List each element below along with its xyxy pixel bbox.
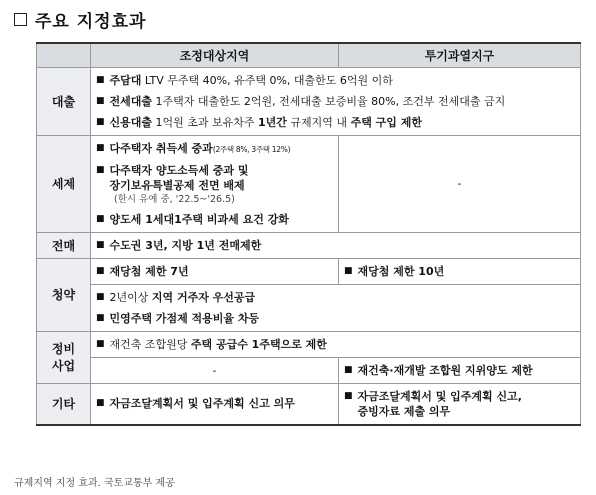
row-label-tax: 세제 (37, 135, 91, 232)
table-row-etc (37, 383, 581, 425)
list-item (96, 70, 575, 91)
redevelopment-cell-common (91, 331, 581, 357)
item-bold-text: 전세대출 (109, 94, 153, 108)
item-bold-text: 주택 공급수 1주택으로 제한 (190, 337, 327, 351)
list-item (96, 235, 575, 256)
section-title (14, 6, 146, 32)
bullet-icon: ■ (96, 142, 105, 153)
note-text: (한시 유예 중, '22.5~'26.5) (114, 193, 235, 205)
item-bold-text: 장기보유특별공제 전면 배제 (109, 178, 245, 192)
checkbox-square-icon (14, 13, 27, 26)
bullet-icon: ■ (96, 213, 105, 224)
etc-cell-speculation (339, 383, 581, 425)
item-bold-text: 주담대 (109, 73, 142, 87)
item-text: LTV 무주택 40%, 유주택 0%, 대출한도 6억원 이하 (141, 73, 393, 87)
item-bold-text: 지역 거주자 우선공급 (151, 290, 256, 304)
item-bold-text: 다주택자 취득세 중과 (109, 141, 213, 155)
list-item (96, 261, 333, 282)
list-item (96, 334, 575, 355)
item-bold-text: 자금조달계획서 및 입주계획 신고, (357, 389, 522, 403)
subscription-cell-adjust (91, 258, 339, 284)
bullet-icon: ■ (96, 239, 105, 250)
list-item (344, 360, 575, 381)
bullet-icon: ■ (344, 390, 353, 401)
row-label-redevelopment: 정비 사업 (37, 331, 91, 383)
item-bold-text: 자금조달계획서 및 입주계획 신고 의무 (109, 397, 295, 410)
list-item (96, 112, 575, 133)
row-label-resale: 전매 (37, 232, 91, 258)
table-row-resale (37, 232, 581, 258)
item-text: 1억원 초과 보유차주 (152, 115, 259, 129)
table-row-redevelopment-2 (37, 357, 581, 383)
loan-cell (91, 67, 581, 135)
table-header-row (37, 43, 581, 67)
item-bold-text: 수도권 3년, 지방 1년 전매제한 (109, 238, 262, 252)
bullet-icon: ■ (344, 265, 353, 276)
list-item (344, 386, 575, 422)
table-row-subscription (37, 258, 581, 284)
bullet-icon: ■ (96, 338, 105, 349)
item-bold-text: 증빙자료 제출 의무 (357, 404, 451, 418)
subscription-cell-common (91, 284, 581, 331)
bullet-icon: ■ (96, 74, 105, 85)
table-row-tax (37, 135, 581, 232)
item-bold-text: 재당첨 제한 10년 (357, 264, 445, 278)
item-bold-text: 1년간 (258, 115, 287, 129)
list-item (96, 138, 333, 160)
item-text: 규제지역 내 (286, 115, 351, 129)
table-row-subscription-2 (37, 284, 581, 331)
etc-cell-adjust (91, 383, 339, 425)
bullet-icon: ■ (344, 364, 353, 375)
item-bold-text: 재당첨 제한 7년 (109, 264, 189, 278)
bullet-icon: ■ (96, 398, 105, 408)
redevelopment-adjust-cell: - (91, 357, 339, 383)
title-text: 주요 지정효과 (35, 11, 147, 32)
image-caption: 규제지역 지정 효과. 국토교통부 제공 (14, 478, 175, 489)
list-item (96, 393, 333, 414)
item-bold-text: 주택 구입 제한 (350, 115, 422, 129)
item-small-text: (2주택 8%, 3주택 12%) (212, 144, 291, 154)
header-blank (37, 43, 91, 67)
bullet-icon: ■ (96, 95, 105, 106)
tax-cell (91, 135, 339, 232)
list-item (344, 261, 575, 282)
item-bold-text: 재건축·재개발 조합원 지위양도 제한 (357, 363, 533, 377)
header-adjustment-area: 조정대상지역 (91, 43, 339, 67)
item-bold-text: 민영주택 가점제 적용비율 차등 (109, 311, 260, 325)
list-item (96, 287, 575, 308)
redevelopment-speculation-cell (339, 357, 581, 383)
row-label-loan: 대출 (37, 67, 91, 135)
bullet-icon: ■ (96, 291, 105, 302)
bullet-icon: ■ (96, 265, 105, 276)
item-text: 재건축 조합원당 (109, 337, 191, 351)
list-item (96, 91, 575, 112)
item-text: 2년이상 (109, 290, 152, 304)
bullet-icon: ■ (96, 116, 105, 127)
list-item (96, 308, 575, 329)
list-item (96, 160, 333, 193)
item-bold-text: 다주택자 양도소득세 중과 및 (109, 163, 249, 177)
tax-speculation-cell: - (339, 135, 581, 232)
subscription-cell-speculation (339, 258, 581, 284)
row-label-subscription: 청약 (37, 258, 91, 331)
regulation-effects-table (36, 42, 581, 426)
table-row-loan (37, 67, 581, 135)
header-speculation-area: 투기과열지구 (339, 43, 581, 67)
table-row-redevelopment (37, 331, 581, 357)
bullet-icon: ■ (96, 312, 105, 323)
row-label-etc: 기타 (37, 383, 91, 425)
item-text: 1주택자 대출한도 2억원, 전세대출 보증비율 80%, 조건부 전세대출 금지 (152, 94, 506, 108)
list-item (96, 209, 333, 230)
resale-cell (91, 232, 581, 258)
item-bold-text: 신용대출 (109, 115, 153, 129)
item-bold-text: 양도세 1세대1주택 비과세 요건 강화 (109, 212, 289, 226)
bullet-icon: ■ (96, 164, 105, 175)
